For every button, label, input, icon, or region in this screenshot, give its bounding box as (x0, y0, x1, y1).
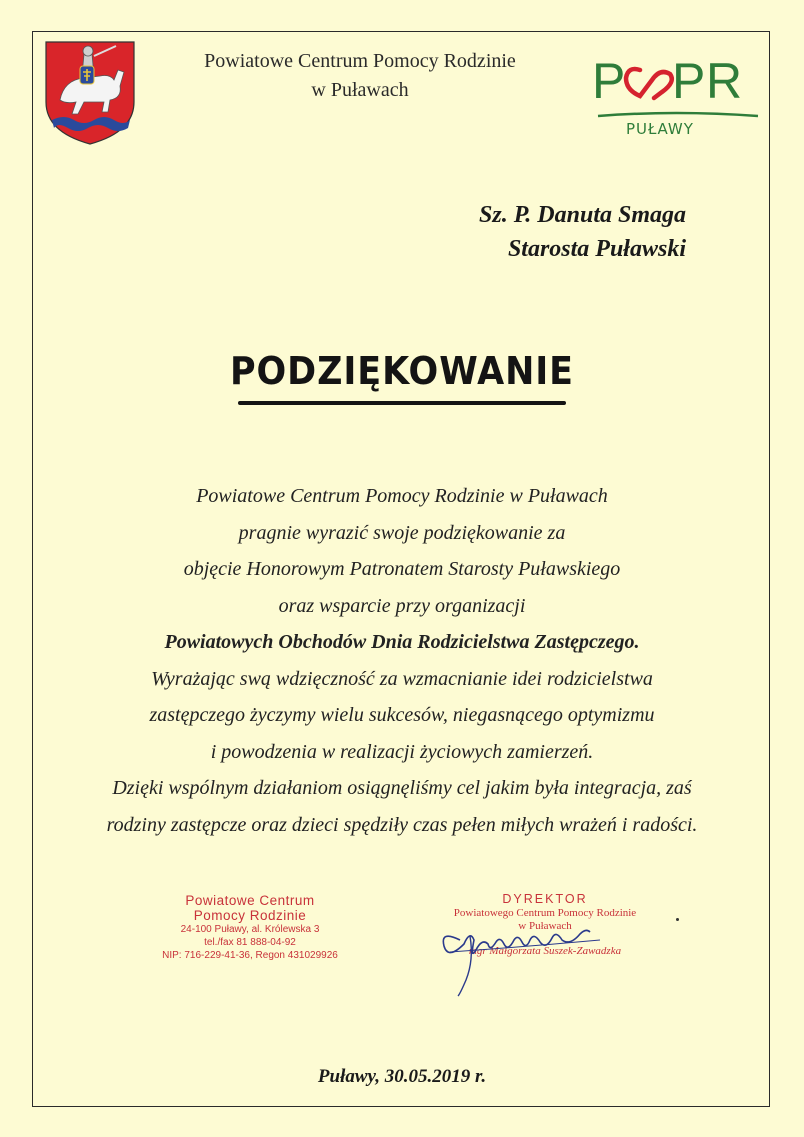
org-name-line1: Powiatowe Centrum Pomocy Rodzinie (204, 50, 516, 72)
recipient-title: Starosta Puławski (507, 236, 686, 262)
director-org-line2: w Puławach (518, 920, 572, 932)
director-role: DYREKTOR (502, 892, 588, 906)
logo-letter-r: R (706, 53, 743, 109)
pcpr-logo (590, 48, 760, 138)
document-date: Puławy, 30.05.2019 r. (317, 1066, 487, 1087)
stamp-line1: Powiatowe Centrum (185, 893, 315, 908)
logo-letter-p1: P (592, 53, 626, 109)
coat-of-arms-icon (44, 40, 136, 146)
body-line: Dzięki wspólnym działaniom osiągnęliśmy cel jakim była integracja, zaś (112, 777, 692, 799)
logo-heart-icon (626, 69, 672, 98)
title-underline (238, 401, 566, 405)
body-text (40, 478, 764, 843)
stamp-phone: tel./fax 81 888-04-92 (204, 937, 296, 948)
ink-dot (676, 918, 679, 921)
body-line: oraz wsparcie przy organizacji (278, 594, 526, 617)
logo-city: PUŁAWY (626, 120, 694, 138)
body-line: zastępczego życzymy wielu sukcesów, niegasnącego optymizmu (149, 704, 655, 726)
director-org-line1: Powiatowego Centrum Pomocy Rodzinie (453, 907, 637, 919)
recipient (479, 198, 686, 266)
recipient-name: Sz. P. Danuta Smaga (479, 202, 686, 228)
body-line: pragnie wyrazić swoje podziękowanie za (238, 521, 566, 544)
organization-header (150, 47, 570, 105)
document-title: PODZIĘKOWANIE (229, 349, 574, 393)
institution-stamp (160, 893, 340, 962)
body-line: Powiatowe Centrum Pomocy Rodzinie w Puławach (196, 485, 608, 507)
director-person: mgr Małgorzata Suszek-Zawadzka (468, 945, 622, 957)
event-name: Powiatowych Obchodów Dnia Rodzicielstwa Zastępczego. (164, 631, 640, 653)
body-line: objęcie Honorowym Patronatem Starosty Puławskiego (183, 558, 621, 580)
body-line: rodziny zastępcze oraz dzieci spędziły czas pełen miłych wrażeń i radości. (106, 813, 698, 836)
org-name-line2: w Puławach (311, 79, 409, 101)
stamp-ids: NIP: 716-229-41-36, Regon 431029926 (162, 950, 338, 961)
body-line: i powodzenia w realizacji życiowych zamierzeń. (210, 740, 594, 763)
signature-icon (430, 900, 630, 1000)
logo-letter-p2: P (672, 53, 706, 109)
logo-swoosh (598, 113, 758, 116)
body-line: Wyrażając swą wdzięczność za wzmacnianie idei rodzicielstwa (151, 667, 653, 690)
stamp-line2: Pomocy Rodzinie (193, 908, 307, 923)
stamp-address: 24-100 Puławy, al. Królewska 3 (180, 924, 320, 935)
